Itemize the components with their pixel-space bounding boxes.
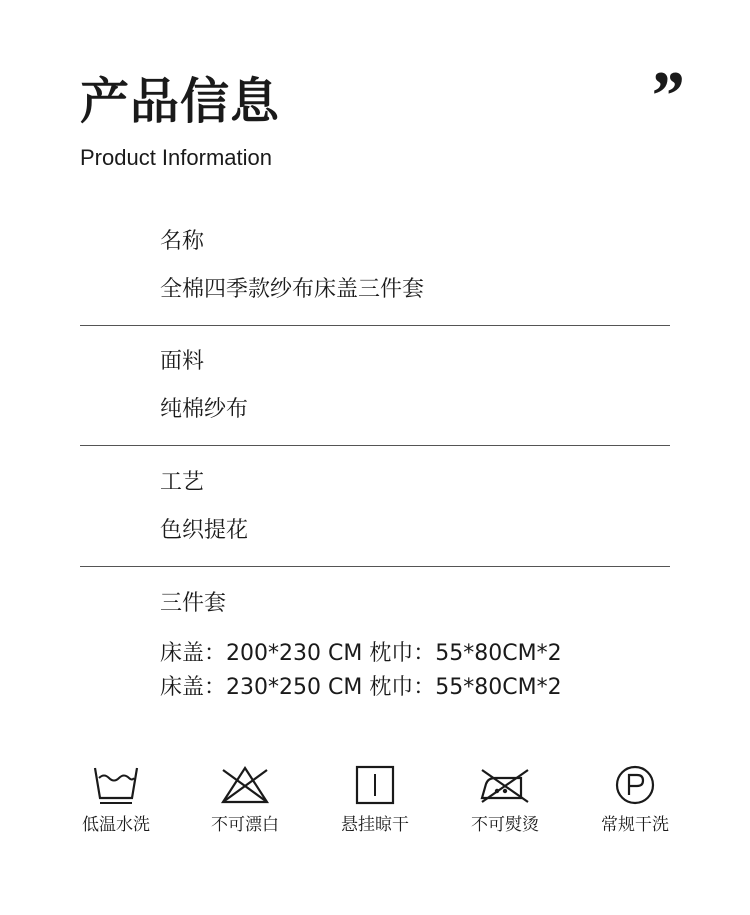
divider [80, 566, 670, 567]
detail-value: 全棉四季款纱布床盖三件套 [160, 277, 425, 302]
care-label: 悬挂晾干 [341, 815, 409, 835]
size-line: 床盖：200*230 CM 枕巾：55*80CM*2 [160, 641, 562, 666]
detail-craft [160, 468, 660, 546]
care-label: 低温水洗 [82, 815, 150, 835]
detail-name [160, 227, 660, 305]
page-subtitle: Product Information [80, 145, 272, 170]
care-item-bleach [195, 764, 295, 836]
low-temp-wash-icon [92, 764, 140, 806]
divider [80, 445, 670, 446]
detail-value: 色织提花 [160, 518, 249, 543]
page-title: 产品信息 [80, 73, 281, 130]
care-label: 不可漂白 [211, 815, 279, 835]
care-item-wash [66, 764, 166, 836]
divider [80, 325, 670, 326]
hang-dry-icon [354, 764, 396, 806]
no-iron-icon [477, 764, 533, 806]
care-item-iron [455, 764, 555, 836]
detail-label: 面料 [160, 349, 205, 374]
detail-set [160, 589, 660, 705]
care-label: 不可熨烫 [471, 815, 539, 835]
detail-label: 三件套 [160, 591, 227, 616]
care-item-dryclean [585, 764, 685, 836]
quote-mark-icon: ” [648, 58, 683, 135]
care-label: 常规干洗 [601, 815, 669, 835]
detail-value: 纯棉纱布 [160, 397, 249, 422]
size-list [160, 637, 660, 705]
detail-label: 名称 [160, 229, 205, 254]
dry-clean-p-icon [614, 764, 656, 806]
detail-label: 工艺 [160, 470, 205, 495]
size-line: 床盖：230*250 CM 枕巾：55*80CM*2 [160, 675, 562, 700]
no-bleach-icon [217, 764, 273, 806]
care-item-hang [325, 764, 425, 836]
detail-fabric [160, 347, 660, 425]
